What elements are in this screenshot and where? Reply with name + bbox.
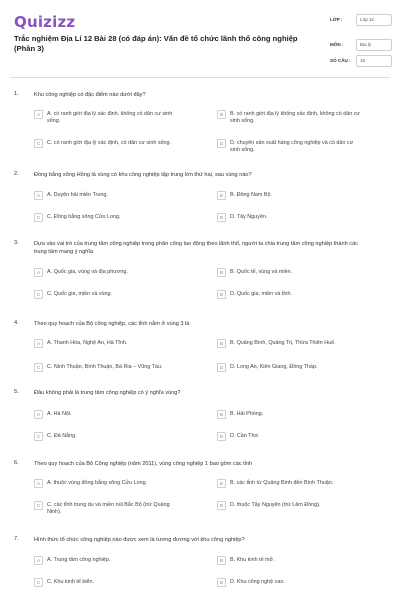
option-letter: C	[34, 213, 43, 222]
option-letter: A	[34, 410, 43, 419]
option-text: C. Đà Nẵng.	[47, 433, 77, 439]
option-letter: D	[217, 290, 226, 299]
option-d[interactable]	[217, 213, 362, 222]
option-letter: A	[34, 556, 43, 565]
option-text: A. thuộc vùng đồng bằng sông Cửu Long.	[47, 480, 148, 486]
meta-row-subject	[330, 39, 392, 53]
question-text: Theo quy hoạch của Bộ công nghiệp, các tỉnh nằm ở vùng 3 là	[34, 321, 190, 327]
option-letter: D	[217, 363, 226, 372]
option-a[interactable]	[34, 556, 179, 565]
subject-value: Địa lý	[356, 39, 392, 51]
option-letter: B	[217, 339, 226, 348]
option-text: C. Ninh Thuận, Bình Thuận, Bà Rịa – Vũng Tàu.	[47, 364, 163, 370]
question-count-value: 15	[356, 55, 392, 67]
option-text: C. các tỉnh trung du và miền núi Bắc Bộ (trừ Quảng Ninh).	[47, 502, 170, 515]
option-letter: C	[34, 139, 43, 148]
option-d[interactable]	[217, 501, 362, 510]
option-letter: C	[34, 432, 43, 441]
option-text: C. Đồng bằng sông Cửu Long.	[47, 214, 121, 220]
question-number: 3.	[14, 240, 19, 246]
option-letter: A	[34, 191, 43, 200]
option-letter: A	[34, 110, 43, 119]
option-text: D. Quốc gia, miền và tỉnh.	[230, 291, 293, 297]
option-text: B. Đông Nam Bộ.	[230, 192, 272, 198]
option-text: B. có ranh giới địa lý không xác định, không có dân cư sinh sống.	[230, 111, 361, 124]
question-text: Khu công nghiệp có đặc điểm nào dưới đây?	[34, 92, 146, 98]
question-text: Hình thức tổ chức công nghiệp nào được xem là tương đương với khu công nghiệp?	[34, 537, 245, 543]
option-c[interactable]	[34, 363, 179, 372]
option-text: C. có ranh giới địa lý xác định, có dân cư sinh sống.	[47, 140, 172, 146]
option-c[interactable]	[34, 578, 179, 587]
question-number: 6.	[14, 460, 19, 466]
option-text: A. Duyên hải miền Trung.	[47, 192, 108, 198]
option-b[interactable]	[217, 410, 362, 419]
option-b[interactable]	[217, 556, 362, 565]
option-text: A. Thanh Hóa, Nghệ An, Hà Tĩnh.	[47, 340, 128, 346]
subject-label: MÔN :	[330, 42, 344, 47]
option-c[interactable]	[34, 213, 179, 222]
question-text: Dựa vào vai trò của trung tâm công nghiệp trong phân công lao động theo lãnh thổ, người ta chia trung tâm công nghiệp thành các trung tâm mang ý nghĩa	[34, 241, 359, 255]
option-b[interactable]	[217, 191, 362, 200]
option-letter: C	[34, 578, 43, 587]
question-number: 4.	[14, 320, 19, 326]
option-b[interactable]	[217, 479, 362, 488]
option-text: A. Hà Nội.	[47, 411, 72, 417]
option-letter: B	[217, 410, 226, 419]
option-d[interactable]	[217, 578, 362, 587]
option-text: B. Khu kinh tế mở.	[230, 557, 275, 563]
option-letter: D	[217, 213, 226, 222]
option-text: C. Quốc gia, miền và vùng.	[47, 291, 113, 297]
question-text: Đồng bằng sông Hồng là vùng có khu công nghiệp tập trung lớn thứ hai, sau vùng nào?	[34, 172, 252, 178]
option-d[interactable]	[217, 290, 362, 299]
option-a[interactable]	[34, 479, 179, 488]
option-text: D. chuyên sản xuất hàng công nghiệp và có dân cư sinh sống.	[230, 140, 354, 153]
meta-panel	[330, 14, 392, 69]
option-b[interactable]	[217, 110, 362, 125]
option-letter: A	[34, 339, 43, 348]
option-text: D. Tây Nguyên.	[230, 214, 268, 220]
option-letter: D	[217, 501, 226, 510]
option-text: B. Quảng Bình, Quảng Trị, Thừa Thiên Huế.	[230, 340, 336, 346]
option-d[interactable]	[217, 139, 362, 154]
option-text: B. Quốc tế, vùng và miền.	[230, 269, 293, 275]
option-letter: B	[217, 556, 226, 565]
option-letter: D	[217, 139, 226, 148]
option-text: B. Hải Phòng.	[230, 411, 264, 417]
question-count-label: SỐ CÂU :	[330, 58, 351, 63]
option-text: D. Long An, Kiên Giang, Đồng Tháp.	[230, 364, 318, 370]
option-d[interactable]	[217, 363, 362, 372]
option-a[interactable]	[34, 410, 179, 419]
meta-row-count	[330, 55, 392, 69]
option-c[interactable]	[34, 139, 179, 148]
grade-label: LỚP :	[330, 17, 343, 22]
option-d[interactable]	[217, 432, 362, 441]
question-number: 5.	[14, 389, 19, 395]
quizizz-logo: Quizizz	[14, 13, 76, 31]
option-letter: D	[217, 432, 226, 441]
option-letter: C	[34, 290, 43, 299]
option-letter: D	[217, 578, 226, 587]
option-c[interactable]	[34, 501, 179, 516]
option-letter: B	[217, 110, 226, 119]
option-text: D. thuộc Tây Nguyên (trừ Lâm Đồng).	[230, 502, 321, 508]
option-letter: C	[34, 363, 43, 372]
option-letter: A	[34, 268, 43, 277]
option-text: B. các tỉnh từ Quảng Bình đến Bình Thuận.	[230, 480, 334, 486]
option-b[interactable]	[217, 268, 362, 277]
question-number: 1.	[14, 91, 19, 97]
option-text: C. Khu kinh tế biển.	[47, 579, 95, 585]
option-text: A. Trung tâm công nghiệp.	[47, 557, 111, 563]
header-divider	[10, 77, 390, 78]
grade-value: Lớp 12	[356, 14, 392, 26]
option-b[interactable]	[217, 339, 362, 348]
question-text: Đâu không phải là trung tâm công nghiệp có ý nghĩa vùng?	[34, 390, 181, 396]
option-text: D. Cần Thơ.	[230, 433, 260, 439]
option-letter: B	[217, 268, 226, 277]
option-letter: B	[217, 191, 226, 200]
option-a[interactable]	[34, 191, 179, 200]
option-c[interactable]	[34, 432, 179, 441]
page-title: Trắc nghiệm Địa Lí 12 Bài 28 (có đáp án): Vấn đề tổ chức lãnh thổ công nghiệp (Phần 3)	[14, 34, 298, 53]
option-c[interactable]	[34, 290, 179, 299]
option-text: A. Quốc gia, vùng và địa phương.	[47, 269, 128, 275]
meta-row-grade	[330, 14, 392, 38]
question-text: Theo quy hoạch của Bộ Công nghiệp (năm 2011), vùng công nghiệp 1 bao gồm các tỉnh	[34, 461, 253, 467]
option-letter: C	[34, 501, 43, 510]
option-a[interactable]	[34, 339, 179, 348]
option-letter: A	[34, 479, 43, 488]
option-text: A. có ranh giới địa lý xác định, không có dân cư sinh sống.	[47, 111, 173, 124]
question-number: 7.	[14, 536, 19, 542]
option-a[interactable]	[34, 110, 179, 125]
option-text: D. Khu công nghệ cao.	[230, 579, 285, 585]
option-a[interactable]	[34, 268, 179, 277]
option-letter: B	[217, 479, 226, 488]
question-number: 2.	[14, 171, 19, 177]
